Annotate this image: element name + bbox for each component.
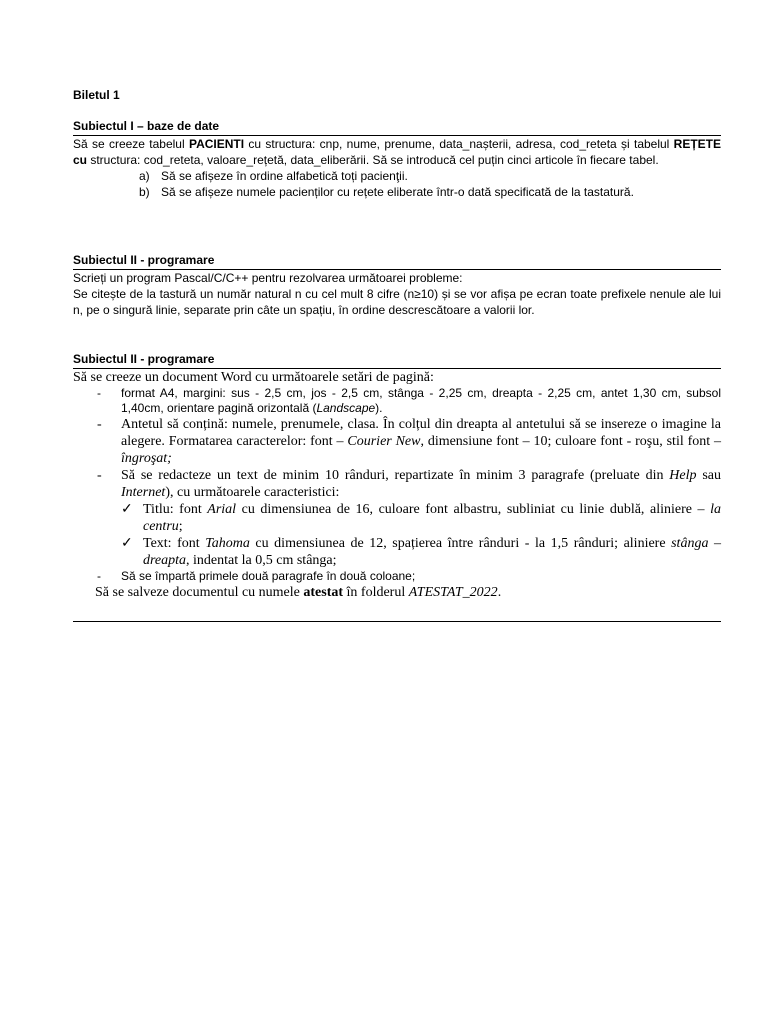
checkmark-icon: ✓ <box>121 502 133 517</box>
section-2-heading: Subiectul II - programare <box>73 253 721 270</box>
checkmark-icon: ✓ <box>121 536 133 551</box>
section-2 <box>73 253 721 318</box>
list-marker: - <box>97 569 101 583</box>
list-marker: a) <box>139 169 150 183</box>
section-3 <box>73 352 721 601</box>
section-1-heading: Subiectul I – baze de date <box>73 119 721 136</box>
list-item: - Antetul să conțină: numele, prenumele, clasa. În colțul din dreapta al antetului să se insereze o imagine la alegere. Formatarea caracterelor: font – Courier New, dimensiune font – 10; culoare font - roşu, stil font – îngroşat; <box>97 417 721 466</box>
section-1-tasks <box>73 168 721 200</box>
section-3-intro: Să se creeze un document Word cu următoarele setări de pagină: <box>73 370 434 385</box>
list-marker: - <box>97 386 101 400</box>
list-item: - Să se redacteze un text de minim 10 rânduri, repartizate în minim 3 paragrafe (preluate din Help sau Internet), cu următoarele caracteristici: ✓ Titlu: font Arial cu dimensiunea de 16, culoare font albastru, subliniat cu linie dublă, aliniere – la centru; ✓ Text: font Tahoma cu dimensiunea de 12, spațierea între rânduri - la 1,5 rânduri; aliniere stânga – dreapta, indentat la 0,5 cm stânga; <box>97 468 721 568</box>
save-instruction: Să se salveze documentul cu numele atestat în folderul ATESTAT_2022. <box>95 585 502 600</box>
end-divider <box>73 621 721 622</box>
list-marker: - <box>97 417 102 432</box>
section-3-requirements <box>73 386 721 584</box>
list-marker: - <box>97 468 102 483</box>
section-1-intro: Să se creeze tabelul PACIENTI cu structura: cnp, nume, prenume, data_nașterii, adresa, cod_reteta și tabelul REȚETE cu structura: cod_reteta, valoare_rețetă, data_eliberării. Să se introducă cel puțin cinci articole în fiecare tabel. <box>73 137 721 167</box>
list-item: - format A4, margini: sus - 2,5 cm, jos - 2,5 cm, stânga - 2,25 cm, dreapta - 2,25 cm, antet 1,30 cm, subsol 1,40cm, orientare pagină orizontală (Landscape). <box>97 386 721 415</box>
list-item: - Să se împartă primele două paragrafe în două coloane; <box>97 569 416 583</box>
list-item: b) Să se afișeze numele pacienților cu rețete eliberate într-o dată specificată de la tastatură. <box>139 185 634 199</box>
check-item: ✓ Text: font Tahoma cu dimensiunea de 12, spațierea între rânduri - la 1,5 rânduri; aliniere stânga – dreapta, indentat la 0,5 cm stânga; <box>121 536 721 568</box>
document-title: Biletul 1 <box>73 88 120 102</box>
section-3-heading: Subiectul II - programare <box>73 352 721 369</box>
section-1 <box>73 119 721 200</box>
section-2-line-2: Se citește de la tastură un număr natural n cu cel mult 8 cifre (n≥10) și se vor afișa pe ecran toate prefixele nenule ale lui n, pe o singură linie, separate prin câte un spațiu, în ordine descrescătoare a valorii lor. <box>73 287 721 317</box>
list-marker: b) <box>139 185 150 199</box>
check-item: ✓ Titlu: font Arial cu dimensiunea de 16, culoare font albastru, subliniat cu linie dublă, aliniere – la centru; <box>121 502 721 534</box>
text-characteristics <box>121 501 721 569</box>
list-item: a) Să se afișeze în ordine alfabetică toți pacienţii. <box>139 169 408 183</box>
section-2-line-1: Scrieți un program Pascal/C/C++ pentru rezolvarea următoarei probleme: <box>73 271 463 285</box>
